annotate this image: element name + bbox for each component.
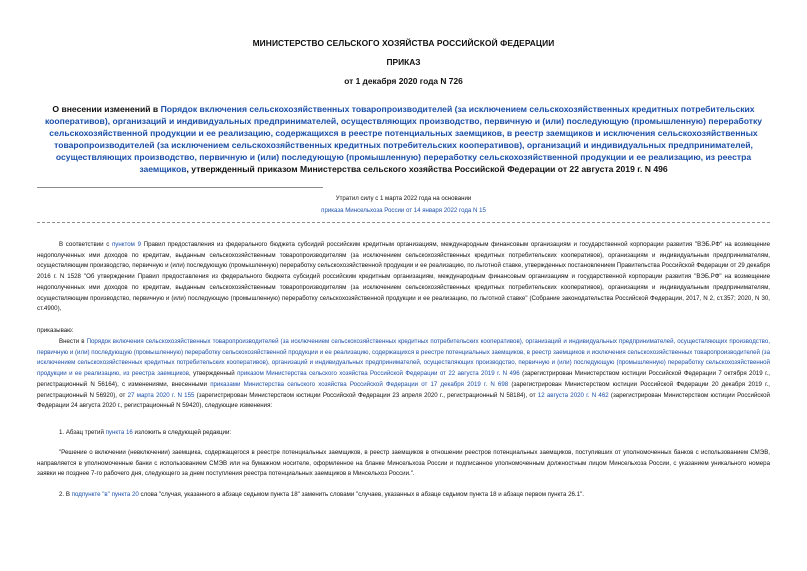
- amend-procedure-link[interactable]: Порядок включения сельскохозяйственных товаропроизводителей (за исключением сельскохозяйственных кредитных потребительских кооперативов), организаций и индивидуальных предпринимателей, осуществляющих производство, первичную и (или) последующую (промышленную) переработку сельскохозяйственной продукции и ее реализацию, содержащихся в реестре потенциальных заемщиков, в реестр заемщиков и исключения сельскохозяйственных товаропроизводителей (за исключением сельскохозяйственных кредитных потребительских кооперативов), организаций и индивидуальных предпринимателей, осуществляющих производство, первичную и (или) последующую (промышленную) переработку сельскохозяйственной продукции и ее реализацию, из реестра заемщиков: [37, 338, 770, 378]
- item2-subpoint-link[interactable]: подпункте "в" пункта 20: [71, 491, 139, 498]
- amend-text-a: Внести в: [59, 338, 87, 345]
- title-prefix: О внесении изменений в: [52, 104, 161, 114]
- item2-text-b: слова "случая, указанного в абзаце седьмом пункта 18" заменить словами "случаев, указанных в абзаце седьмом пункта 18 и абзаце первом пункта 26.1".: [138, 491, 584, 498]
- amend-text-d: (зарегистрирован Министерством юстиции Российской Федерации 20 декабря 2019 г., регистрационный N 56920), от: [37, 380, 770, 399]
- document-title: [40, 104, 767, 175]
- amend-text-c: (зарегистрирован Министерством юстиции Российской Федерации 7 октября 2019 г., регистрационный N 56164), с изменениями, внесенными: [37, 370, 770, 388]
- title-suffix: , утвержденный приказом Министерства сельского хозяйства Российской Федерации от 22 августа 2019 г. N 496: [186, 163, 668, 174]
- item2-text-a: 2. В: [59, 491, 72, 498]
- amend-order-496-link[interactable]: приказом Министерства сельского хозяйства Российской Федерации от 22 августа 2019 г. N 496: [237, 370, 520, 378]
- divider-top: [37, 187, 323, 188]
- paragraph-item-2: [37, 490, 770, 501]
- status-note-text: Утратил силу с 1 марта 2022 года на основании: [335, 195, 472, 202]
- title-order-link[interactable]: Порядок включения сельскохозяйственных товаропроизводителей (за исключением сельскохозяйственных кредитных потребительских кооперативов), организаций и индивидуальных предпринимателей, осуществляющих производство, первичную и (или) последующую (промышленную) переработку сельскохозяйственной продукции и ее реализацию, содержащихся в реестре потенциальных заемщиков, в реестр заемщиков и исключения сельскохозяйственных товаропроизводителей (за исключением сельскохозяйственных кредитных потребительских кооперативов), организаций и индивидуальных предпринимателей, осуществляющих производство, первичную и (или) последующую (промышленную) переработку сельскохозяйственной продукции и ее реализацию, из реестра заемщиков: [44, 104, 763, 174]
- amend-order-462-link[interactable]: 12 августа 2020 г. N 462: [537, 391, 609, 399]
- paragraph-item-1: [37, 428, 770, 439]
- basis-text-start: В соответствии с: [59, 241, 112, 248]
- amend-order-155-link[interactable]: 27 марта 2020 г. N 155: [127, 391, 195, 399]
- paragraph-amendments: [37, 337, 770, 412]
- basis-point-link[interactable]: пунктом 9: [111, 241, 141, 248]
- item1-text-a: 1. Абзац третий: [59, 429, 106, 436]
- item1-point16-link[interactable]: пункта 16: [105, 429, 133, 436]
- document-type-heading: ПРИКАЗ: [386, 57, 421, 67]
- amend-text-b: , утвержденный: [188, 370, 238, 378]
- paragraph-new-wording: "Решение о включении (невключении) заемщика, содержащегося в реестре потенциальных заемщиков, в реестр заемщиков в отношении реестров потенциальных заемщиков, поступивших от уполномоченных банков с использованием СМЭВ, направляется в уполномоченные банки с использованием СМЭВ или на бумажном носителе, оформленное на бланке Минсельхоза России и подписанное уполномоченным должностным лицом Минсельхоза России, с указанием уникального номера заявки не позднее 7-го рабочего дня, следующего за днем поступления реестра потенциальных заемщиков в Минсельхоз России.".: [37, 449, 770, 478]
- document-date-number: от 1 декабря 2020 года N 726: [344, 76, 463, 86]
- basis-text-rest: Правил предоставления из федерального бюджета субсидий российским кредитным организациям, международным финансовым организациям и государственной корпорации развития "ВЭБ.РФ" на возмещение недополученных ими доходов по кредитам, выданным сельскохозяйственным товаропроизводителям (за исключением сельскохозяйственных кредитных потребительских кооперативов), организациям и индивидуальным предпринимателям, осуществляющим производство, первичную и (или) последующую (промышленную) переработку сельскохозяйственной продукции и ее реализацию, по льготной ставке, утвержденных постановлением Правительства Российской Федерации от 29 декабря 2016 г. N 1528 "Об утверждении Правил предоставления из федерального бюджета субсидий российским кредитным организациям, международным финансовым организациям и государственной корпорации развития "ВЭБ.РФ" на возмещение недополученных ими доходов по кредитам, выданным сельскохозяйственным товаропроизводителям (за исключением сельскохозяйственных кредитных потребительских кооперативов), организациям и индивидуальным предпринимателям, осуществляющим производство, первичную и (или) последующую (промышленную) переработку сельскохозяйственной продукции и ее реализацию, по льготной ставке" (Собрание законодательства Российской Федерации, 2017, N 2, ст.357; 2020, N 30, ст.4900),: [37, 241, 770, 313]
- paragraph-basis: [37, 240, 770, 315]
- organization-heading: МИНИСТЕРСТВО СЕЛЬСКОГО ХОЗЯЙСТВА РОССИЙСКОЙ ФЕДЕРАЦИИ: [252, 38, 555, 48]
- amend-order-698-link[interactable]: приказами Министерства сельского хозяйства Российской Федерации от 17 декабря 2019 г. N 698: [210, 380, 509, 388]
- item1-text-b: изложить в следующей редакции:: [132, 429, 232, 436]
- divider-dashed: [37, 222, 770, 223]
- status-note-link[interactable]: приказа Минсельхоза России от 14 января 2022 года N 15: [321, 207, 486, 214]
- amend-text-e: (зарегистрирован Министерством юстиции Российской Федерации 23 апреля 2020 г., регистрационный N 58184), от: [194, 391, 538, 399]
- paragraph-order-word: приказываю:: [37, 327, 74, 334]
- amend-text-f: (зарегистрирован Министерством юстиции Российской Федерации 24 августа 2020 г., регистрационный N 59420), следующие изменения:: [37, 391, 770, 410]
